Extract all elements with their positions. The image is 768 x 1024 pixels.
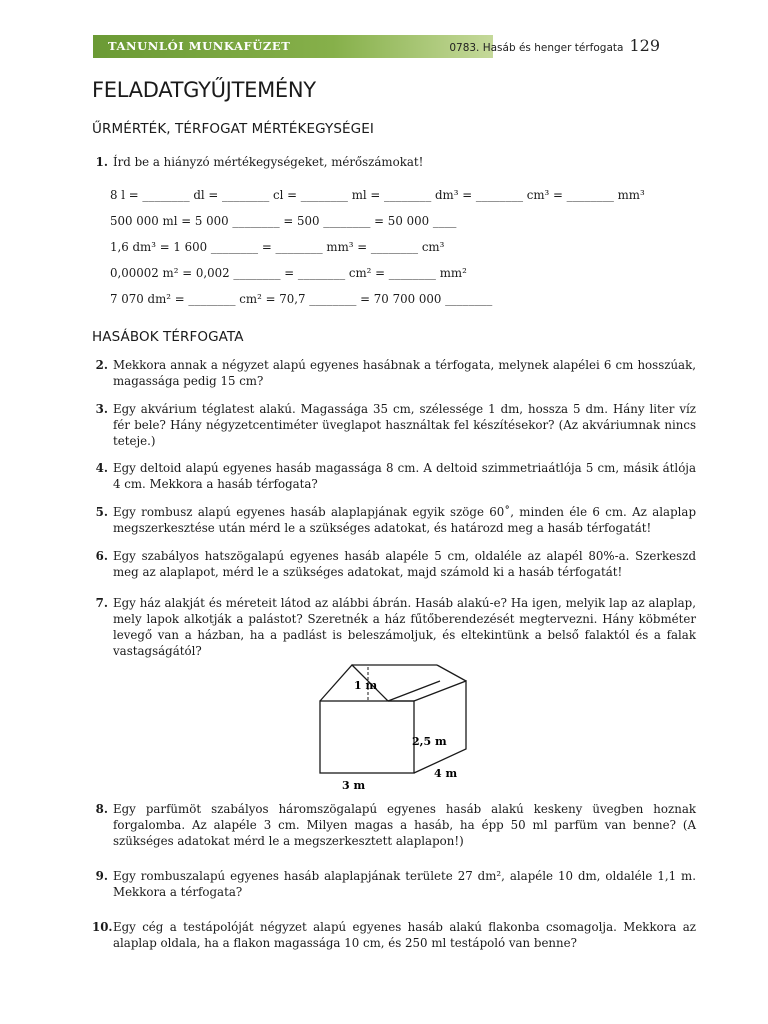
task-number: 3. — [95, 402, 108, 416]
task-text: Egy deltoid alapú egyenes hasáb magassága 8 cm. A deltoid szimmetriaátlója 5 cm, másik átlója 4 cm. Mekkora a hasáb térfogata? — [113, 461, 696, 491]
task-number: 8. — [95, 802, 108, 816]
task-text: Egy rombuszalapú egyenes hasáb alaplapjának területe 27 dm², alapéle 10 dm, oldaléle 1,1 m. Mekkora a térfogata? — [113, 869, 696, 899]
task-text: Egy parfümöt szabályos háromszögalapú egyenes hasáb alakú keskeny üvegben hoznak forgalomba. Az alapéle 3 cm. Milyen magas a hasáb, ha épp 50 ml parfüm van benne? (A szükséges adatokat mérd le a megszerkesztett alaplapon!) — [113, 802, 696, 848]
exercise-line-4: 0,00002 m² = 0,002 ________ = ________ cm² = ________ mm² — [110, 266, 467, 280]
task-text: Egy cég a testápolóját négyzet alapú egyenes hasáb alakú flakonba csomagolja. Mekkora az alaplap oldala, ha a flakon magassága 10 cm, és 250 ml testápoló van benne? — [113, 920, 696, 950]
task-2 — [92, 357, 696, 389]
task-text: Egy akvárium téglatest alakú. Magassága 35 cm, szélessége 1 dm, hossza 5 dm. Hány liter víz fér bele? Hány négyzetcentiméter üveglapot használtak fel készítésekor? (Az akváriumnak nincs teteje.) — [113, 402, 696, 448]
task-9 — [92, 868, 696, 900]
wall-height-label: 2,5 m — [412, 735, 447, 748]
task-number: 5. — [95, 505, 108, 519]
exercise-line-5: 7 070 dm² = ________ cm² = 70,7 ________ = 70 700 000 ________ — [110, 292, 493, 306]
task-number: 9. — [95, 869, 108, 883]
task-text: Egy szabályos hatszögalapú egyenes hasáb alapéle 5 cm, oldaléle az alapél 80%-a. Szerkeszd meg az alaplapot, mérd le a szükséges adatokat, majd számold ki a hasáb térfogatát! — [113, 549, 696, 579]
task-6 — [92, 548, 696, 580]
task-10 — [92, 919, 696, 951]
task-1 — [92, 154, 696, 170]
task-8 — [92, 801, 696, 849]
exercise-line-2: 500 000 ml = 5 000 ________ = 500 ________ = 50 000 ____ — [110, 214, 457, 228]
task-5 — [92, 504, 696, 536]
page-number: 129 — [629, 36, 660, 55]
section-title-volume-units: ŰRMÉRTÉK, TÉRFOGAT MÉRTÉKEGYSÉGEI — [92, 121, 374, 137]
task-number: 4. — [95, 461, 108, 475]
task-7 — [92, 595, 696, 659]
section-title-prisms: HASÁBOK TÉRFOGATA — [92, 329, 244, 345]
chapter-title: 0783. Hasáb és henger térfogata — [449, 42, 624, 54]
workbook-label: TANUNLÓI MUNKAFÜZET — [108, 39, 291, 53]
task-number: 2. — [95, 358, 108, 372]
exercise-line-1: 8 l = ________ dl = ________ cl = ________ ml = ________ dm³ = ________ cm³ = ________ mm³ — [110, 188, 645, 202]
width-label: 3 m — [342, 779, 366, 792]
task-number: 10. — [92, 920, 113, 934]
house-prism-figure — [314, 661, 474, 793]
chapter-header — [449, 38, 660, 56]
task-text: Írd be a hiányzó mértékegységeket, mérőszámokat! — [113, 155, 424, 169]
exercise-line-3: 1,6 dm³ = 1 600 ________ = ________ mm³ = ________ cm³ — [110, 240, 445, 254]
task-number: 1. — [95, 155, 108, 169]
task-number: 6. — [95, 549, 108, 563]
task-text: Egy rombusz alapú egyenes hasáb alaplapjának egyik szöge 60˚, minden éle 6 cm. Az alaplap megszerkesztése után mérd le a szükséges adatokat, és határozd meg a hasáb térfogatát! — [113, 505, 696, 535]
page-title: FELADATGYŰJTEMÉNY — [92, 78, 316, 102]
task-text: Mekkora annak a négyzet alapú egyenes hasábnak a térfogata, melynek alapélei 6 cm hosszúak, magassága pedig 15 cm? — [113, 358, 696, 388]
task-number: 7. — [95, 596, 108, 610]
task-4 — [92, 460, 696, 492]
task-3 — [92, 401, 696, 449]
roof-height-label: 1 m — [354, 679, 378, 692]
depth-label: 4 m — [434, 767, 458, 780]
task-text: Egy ház alakját és méreteit látod az alábbi ábrán. Hasáb alakú-e? Ha igen, melyik lap az alaplap, mely lapok alkotják a palástot? Szeretnék a ház fűtőberendezését megtervezni. Hány köbméter levegő van a házban, ha a padlást is beleszámoljuk, és eltekintünk a belső falaktól és a falak vastagságától? — [113, 596, 696, 658]
